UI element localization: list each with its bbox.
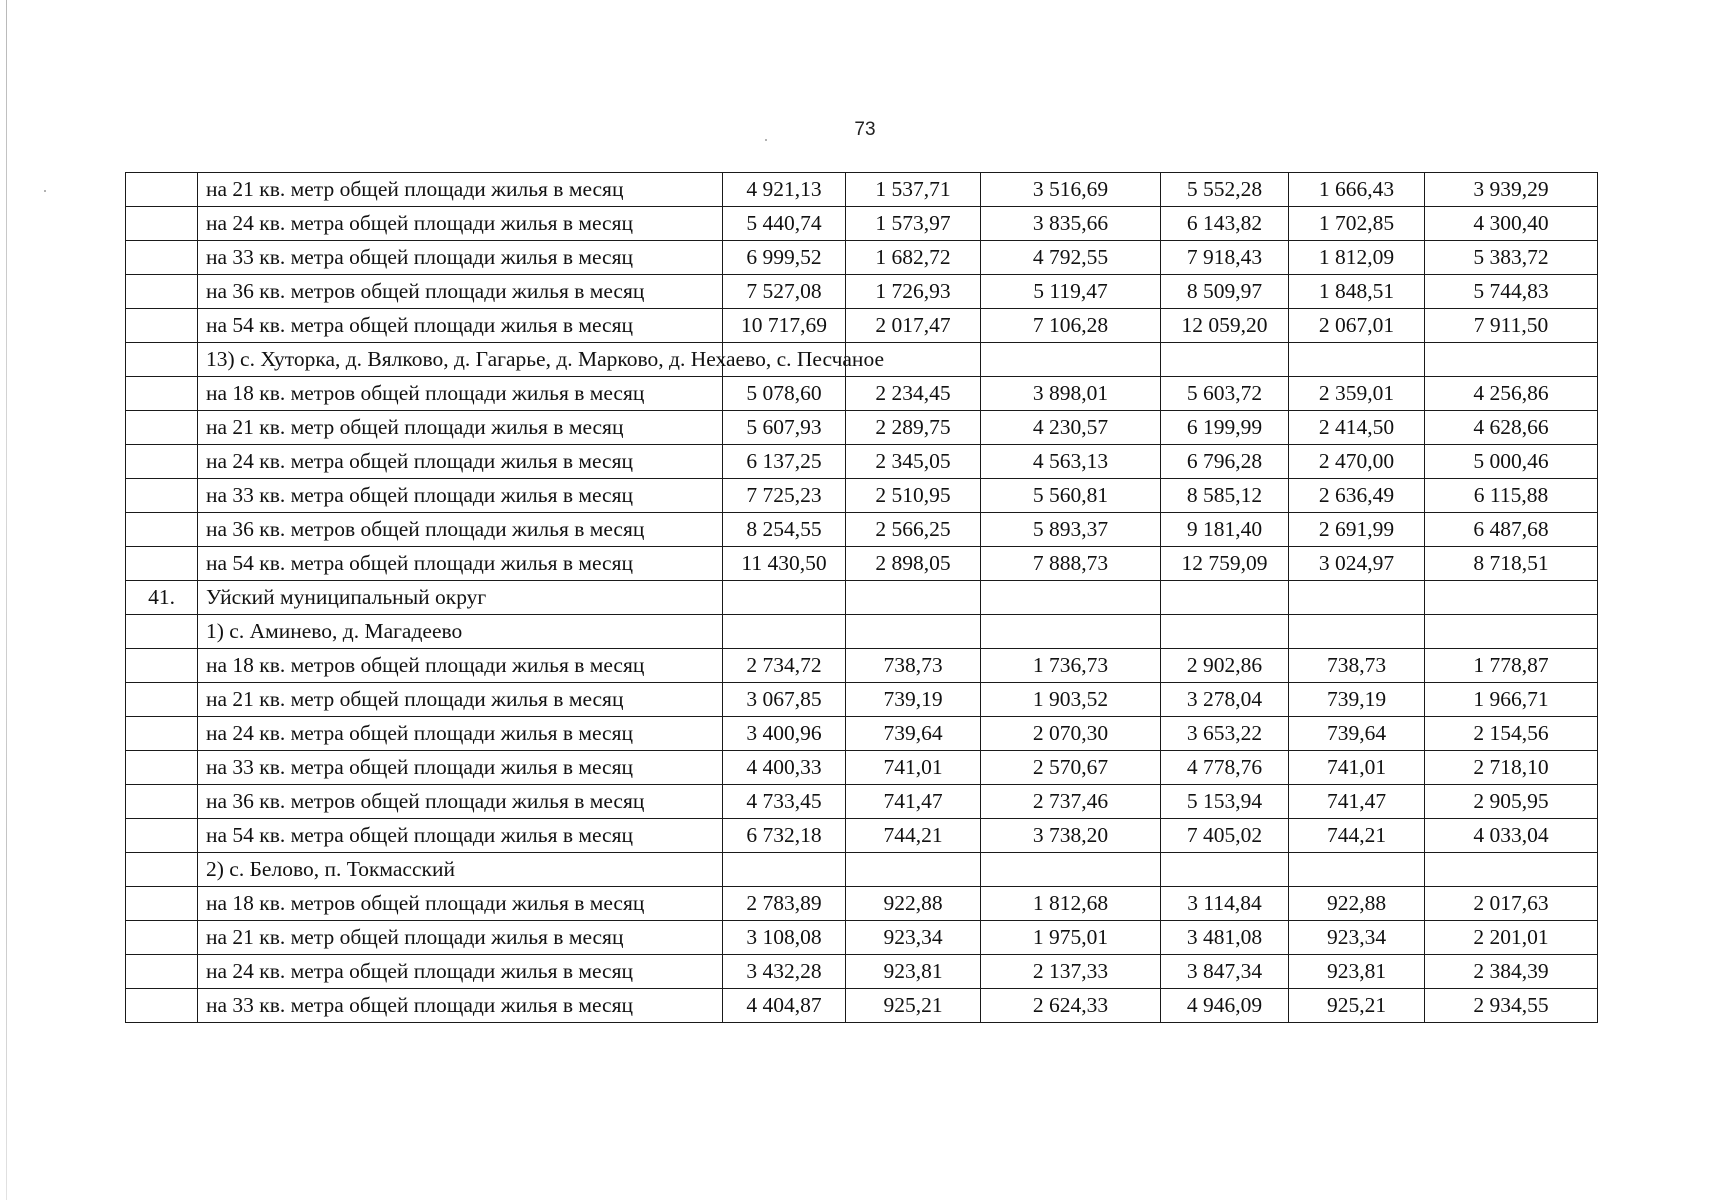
row-label-cell: 1) с. Аминево, д. Магадеево (198, 615, 723, 649)
row-number-cell (126, 513, 198, 547)
value-cell: 2 234,45 (846, 377, 981, 411)
row-label-cell: на 36 кв. метров общей площади жилья в месяц (198, 275, 723, 309)
value-cell (1161, 615, 1289, 649)
value-cell: 1 702,85 (1289, 207, 1425, 241)
row-number-cell (126, 343, 198, 377)
value-cell: 1 726,93 (846, 275, 981, 309)
value-cell: 2 737,46 (981, 785, 1161, 819)
value-cell: 8 718,51 (1425, 547, 1598, 581)
row-number-cell (126, 445, 198, 479)
row-number-cell (126, 751, 198, 785)
value-cell: 2 345,05 (846, 445, 981, 479)
value-cell: 1 537,71 (846, 173, 981, 207)
value-cell: 7 106,28 (981, 309, 1161, 343)
row-number-cell (126, 615, 198, 649)
row-number-cell (126, 649, 198, 683)
value-cell: 2 470,00 (1289, 445, 1425, 479)
value-cell: 4 033,04 (1425, 819, 1598, 853)
row-label-cell: на 33 кв. метра общей площади жилья в месяц (198, 479, 723, 513)
value-cell: 2 201,01 (1425, 921, 1598, 955)
value-cell: 3 738,20 (981, 819, 1161, 853)
value-cell: 8 509,97 (1161, 275, 1289, 309)
value-cell: 4 563,13 (981, 445, 1161, 479)
row-label-cell: Уйский муниципальный округ (198, 581, 723, 615)
value-cell: 2 067,01 (1289, 309, 1425, 343)
row-label-cell: на 24 кв. метра общей площади жилья в месяц (198, 717, 723, 751)
value-cell (846, 581, 981, 615)
table-row (126, 649, 1598, 683)
table-row (126, 275, 1598, 309)
table-row (126, 751, 1598, 785)
value-cell: 4 628,66 (1425, 411, 1598, 445)
value-cell: 3 024,97 (1289, 547, 1425, 581)
row-number-cell (126, 173, 198, 207)
value-cell: 3 835,66 (981, 207, 1161, 241)
value-cell: 3 108,08 (723, 921, 846, 955)
table-row (126, 445, 1598, 479)
value-cell: 2 734,72 (723, 649, 846, 683)
row-label-cell: на 36 кв. метров общей площади жилья в месяц (198, 785, 723, 819)
row-number-cell (126, 479, 198, 513)
value-cell: 6 115,88 (1425, 479, 1598, 513)
value-cell: 2 934,55 (1425, 989, 1598, 1023)
scan-edge-line (6, 0, 7, 1200)
table-row (126, 207, 1598, 241)
value-cell (1289, 581, 1425, 615)
row-number-cell (126, 853, 198, 887)
value-cell: 5 893,37 (981, 513, 1161, 547)
value-cell: 6 143,82 (1161, 207, 1289, 241)
value-cell: 6 199,99 (1161, 411, 1289, 445)
value-cell: 5 607,93 (723, 411, 846, 445)
row-number-cell (126, 411, 198, 445)
row-number-cell (126, 955, 198, 989)
table-row (126, 513, 1598, 547)
value-cell: 5 000,46 (1425, 445, 1598, 479)
value-cell: 2 154,56 (1425, 717, 1598, 751)
value-cell: 2 359,01 (1289, 377, 1425, 411)
table-row (126, 683, 1598, 717)
row-number-cell (126, 921, 198, 955)
row-label-cell: 2) с. Белово, п. Токмасский (198, 853, 723, 887)
table-row (126, 479, 1598, 513)
value-cell: 3 939,29 (1425, 173, 1598, 207)
row-number-cell (126, 377, 198, 411)
value-cell: 1 778,87 (1425, 649, 1598, 683)
value-cell: 741,01 (846, 751, 981, 785)
value-cell (846, 853, 981, 887)
value-cell: 3 847,34 (1161, 955, 1289, 989)
value-cell: 1 736,73 (981, 649, 1161, 683)
value-cell: 3 481,08 (1161, 921, 1289, 955)
value-cell: 3 114,84 (1161, 887, 1289, 921)
value-cell: 5 078,60 (723, 377, 846, 411)
table-row (126, 411, 1598, 445)
value-cell: 3 278,04 (1161, 683, 1289, 717)
row-number-cell (126, 309, 198, 343)
value-cell (981, 343, 1161, 377)
row-number-cell (126, 241, 198, 275)
value-cell: 7 527,08 (723, 275, 846, 309)
value-cell: 6 999,52 (723, 241, 846, 275)
value-cell: 5 744,83 (1425, 275, 1598, 309)
value-cell: 5 440,74 (723, 207, 846, 241)
table-row (126, 547, 1598, 581)
value-cell (1425, 581, 1598, 615)
value-cell: 10 717,69 (723, 309, 846, 343)
value-cell: 2 566,25 (846, 513, 981, 547)
value-cell: 5 119,47 (981, 275, 1161, 309)
value-cell: 3 516,69 (981, 173, 1161, 207)
value-cell: 6 487,68 (1425, 513, 1598, 547)
value-cell: 4 946,09 (1161, 989, 1289, 1023)
value-cell: 8 585,12 (1161, 479, 1289, 513)
value-cell: 2 289,75 (846, 411, 981, 445)
row-label-cell: на 21 кв. метр общей площади жилья в месяц (198, 173, 723, 207)
table-row (126, 989, 1598, 1023)
table-row (126, 921, 1598, 955)
table-row (126, 309, 1598, 343)
table-row (126, 241, 1598, 275)
value-cell: 1 573,97 (846, 207, 981, 241)
value-cell: 2 070,30 (981, 717, 1161, 751)
value-cell: 2 510,95 (846, 479, 981, 513)
value-cell: 4 921,13 (723, 173, 846, 207)
table-row (126, 581, 1598, 615)
value-cell: 739,64 (846, 717, 981, 751)
row-number-cell (126, 989, 198, 1023)
value-cell: 922,88 (846, 887, 981, 921)
value-cell: 6 137,25 (723, 445, 846, 479)
row-label-cell: на 33 кв. метра общей площади жилья в месяц (198, 751, 723, 785)
value-cell: 925,21 (1289, 989, 1425, 1023)
value-cell: 4 778,76 (1161, 751, 1289, 785)
value-cell: 7 725,23 (723, 479, 846, 513)
value-cell: 741,01 (1289, 751, 1425, 785)
value-cell: 7 888,73 (981, 547, 1161, 581)
value-cell: 4 230,57 (981, 411, 1161, 445)
row-number-cell (126, 887, 198, 921)
value-cell: 12 759,09 (1161, 547, 1289, 581)
value-cell: 923,81 (1289, 955, 1425, 989)
value-cell: 741,47 (846, 785, 981, 819)
row-number-cell: 41. (126, 581, 198, 615)
value-cell: 4 733,45 (723, 785, 846, 819)
table-row (126, 887, 1598, 921)
value-cell: 1 903,52 (981, 683, 1161, 717)
value-cell: 738,73 (846, 649, 981, 683)
value-cell (723, 581, 846, 615)
value-cell: 4 256,86 (1425, 377, 1598, 411)
value-cell: 5 552,28 (1161, 173, 1289, 207)
value-cell: 4 404,87 (723, 989, 846, 1023)
value-cell: 923,34 (1289, 921, 1425, 955)
row-number-cell (126, 547, 198, 581)
value-cell: 2 691,99 (1289, 513, 1425, 547)
row-label-cell: на 24 кв. метра общей площади жилья в месяц (198, 207, 723, 241)
value-cell (1161, 853, 1289, 887)
value-cell: 1 812,09 (1289, 241, 1425, 275)
value-cell: 1 966,71 (1425, 683, 1598, 717)
value-cell: 1 848,51 (1289, 275, 1425, 309)
value-cell: 2 718,10 (1425, 751, 1598, 785)
value-cell: 6 732,18 (723, 819, 846, 853)
value-cell: 9 181,40 (1161, 513, 1289, 547)
value-cell: 5 153,94 (1161, 785, 1289, 819)
value-cell: 2 783,89 (723, 887, 846, 921)
row-label-cell: на 18 кв. метров общей площади жилья в месяц (198, 649, 723, 683)
row-label-cell: на 21 кв. метр общей площади жилья в месяц (198, 683, 723, 717)
row-label-cell: на 54 кв. метра общей площади жилья в месяц (198, 547, 723, 581)
value-cell: 1 812,68 (981, 887, 1161, 921)
value-cell: 3 898,01 (981, 377, 1161, 411)
page-number: 73 (854, 119, 876, 140)
value-cell: 1 975,01 (981, 921, 1161, 955)
row-number-cell (126, 717, 198, 751)
value-cell: 6 796,28 (1161, 445, 1289, 479)
value-cell (846, 615, 981, 649)
value-cell: 2 636,49 (1289, 479, 1425, 513)
row-number-cell (126, 785, 198, 819)
value-cell (1425, 343, 1598, 377)
row-label-cell: на 18 кв. метров общей площади жилья в месяц (198, 377, 723, 411)
value-cell: 4 792,55 (981, 241, 1161, 275)
value-cell: 744,21 (846, 819, 981, 853)
table-row (126, 377, 1598, 411)
table-row (126, 853, 1598, 887)
tariff-table (125, 172, 1598, 1023)
value-cell: 923,34 (846, 921, 981, 955)
value-cell (1289, 343, 1425, 377)
value-cell: 7 405,02 (1161, 819, 1289, 853)
value-cell (1425, 615, 1598, 649)
value-cell (981, 581, 1161, 615)
row-label-cell: на 36 кв. метров общей площади жилья в месяц (198, 513, 723, 547)
value-cell: 3 400,96 (723, 717, 846, 751)
value-cell: 7 911,50 (1425, 309, 1598, 343)
value-cell: 2 384,39 (1425, 955, 1598, 989)
value-cell: 5 560,81 (981, 479, 1161, 513)
value-cell: 741,47 (1289, 785, 1425, 819)
value-cell: 8 254,55 (723, 513, 846, 547)
row-number-cell (126, 819, 198, 853)
value-cell: 739,19 (1289, 683, 1425, 717)
value-cell: 4 400,33 (723, 751, 846, 785)
row-number-cell (126, 275, 198, 309)
row-label-cell: на 33 кв. метра общей площади жилья в месяц (198, 241, 723, 275)
value-cell: 2 137,33 (981, 955, 1161, 989)
value-cell: 738,73 (1289, 649, 1425, 683)
row-label-cell: на 21 кв. метр общей площади жилья в месяц (198, 411, 723, 445)
value-cell: 5 603,72 (1161, 377, 1289, 411)
value-cell: 923,81 (846, 955, 981, 989)
value-cell: 1 682,72 (846, 241, 981, 275)
table-row (126, 955, 1598, 989)
value-cell: 925,21 (846, 989, 981, 1023)
row-label-cell: на 54 кв. метра общей площади жилья в месяц (198, 309, 723, 343)
table-row (126, 717, 1598, 751)
row-label-cell: 13) с. Хуторка, д. Вялково, д. Гагарье, д. Марково, д. Нехаево, с. Песчаное (198, 343, 723, 377)
table-row (126, 819, 1598, 853)
row-label-cell: на 18 кв. метров общей площади жилья в месяц (198, 887, 723, 921)
value-cell: 2 905,95 (1425, 785, 1598, 819)
value-cell: 2 624,33 (981, 989, 1161, 1023)
value-cell (723, 615, 846, 649)
value-cell: 3 653,22 (1161, 717, 1289, 751)
value-cell: 2 902,86 (1161, 649, 1289, 683)
value-cell: 11 430,50 (723, 547, 846, 581)
table-row (126, 343, 1598, 377)
row-label-cell: на 54 кв. метра общей площади жилья в месяц (198, 819, 723, 853)
value-cell: 4 300,40 (1425, 207, 1598, 241)
value-cell (981, 853, 1161, 887)
table-row (126, 785, 1598, 819)
value-cell: 922,88 (1289, 887, 1425, 921)
value-cell: 7 918,43 (1161, 241, 1289, 275)
value-cell: 2 017,47 (846, 309, 981, 343)
value-cell: 3 432,28 (723, 955, 846, 989)
value-cell (1289, 615, 1425, 649)
value-cell: 2 017,63 (1425, 887, 1598, 921)
value-cell (723, 853, 846, 887)
value-cell: 1 666,43 (1289, 173, 1425, 207)
row-number-cell (126, 683, 198, 717)
value-cell: 2 898,05 (846, 547, 981, 581)
row-label-cell: на 24 кв. метра общей площади жилья в месяц (198, 445, 723, 479)
value-cell: 739,19 (846, 683, 981, 717)
value-cell: 3 067,85 (723, 683, 846, 717)
value-cell (1425, 853, 1598, 887)
value-cell (1289, 853, 1425, 887)
value-cell: 12 059,20 (1161, 309, 1289, 343)
value-cell: 739,64 (1289, 717, 1425, 751)
value-cell: 2 414,50 (1289, 411, 1425, 445)
value-cell: 744,21 (1289, 819, 1425, 853)
table-row (126, 615, 1598, 649)
value-cell: 2 570,67 (981, 751, 1161, 785)
value-cell (981, 615, 1161, 649)
row-label-cell: на 24 кв. метра общей площади жилья в месяц (198, 955, 723, 989)
table-row (126, 173, 1598, 207)
row-label-cell: на 33 кв. метра общей площади жилья в месяц (198, 989, 723, 1023)
row-label-cell: на 21 кв. метр общей площади жилья в месяц (198, 921, 723, 955)
scan-speck (44, 190, 46, 192)
value-cell: 5 383,72 (1425, 241, 1598, 275)
row-number-cell (126, 207, 198, 241)
value-cell (1161, 343, 1289, 377)
value-cell (1161, 581, 1289, 615)
